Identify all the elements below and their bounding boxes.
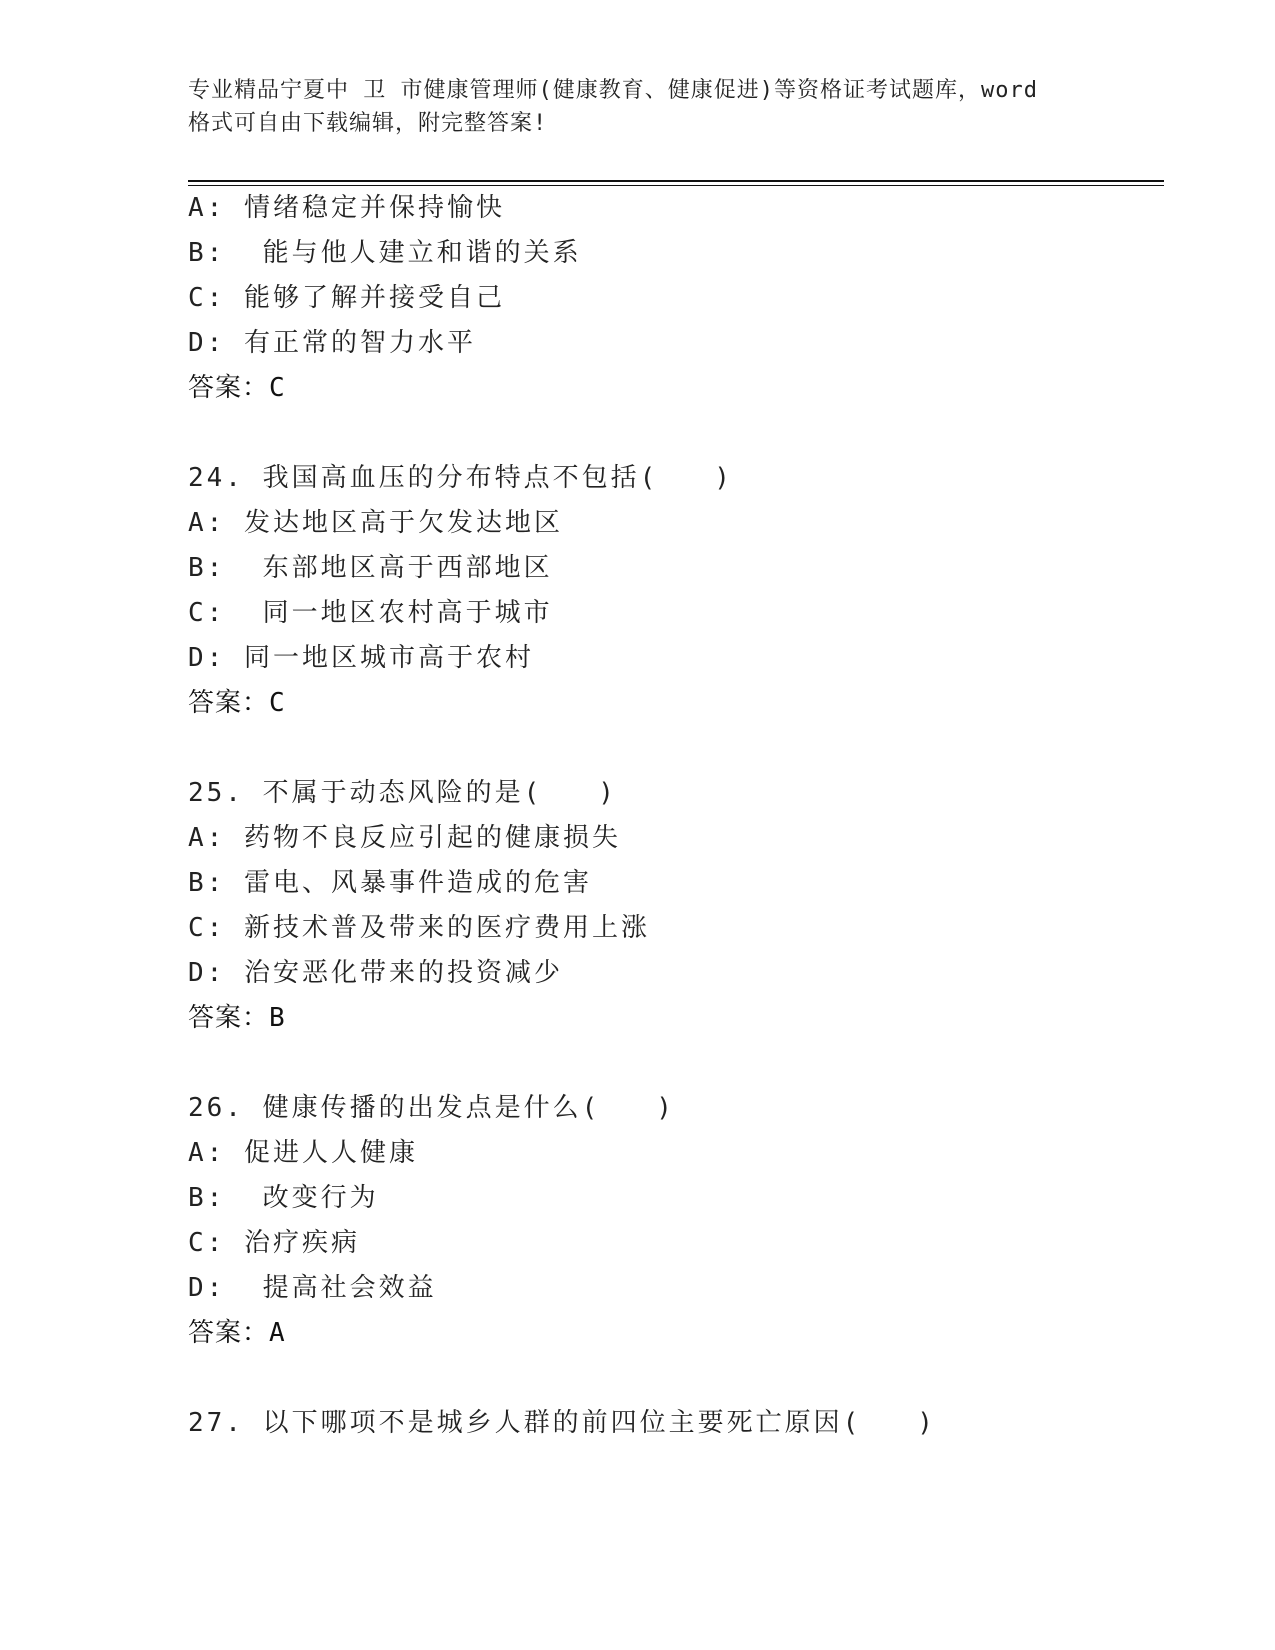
answer-label: 答案：: [188, 688, 270, 718]
answer-label: 答案：: [188, 1003, 270, 1033]
q26-option-a: A: 促进人人健康: [188, 1138, 418, 1168]
q24-question: 24. 我国高血压的分布特点不包括( ): [188, 463, 733, 493]
document-header: [188, 74, 1088, 140]
answer-label: 答案：: [188, 373, 270, 403]
answer-label: 答案：: [188, 1318, 270, 1348]
q27-question: 27. 以下哪项不是城乡人群的前四位主要死亡原因( ): [188, 1408, 936, 1438]
q26-option-c: C: 治疗疾病: [188, 1228, 360, 1258]
q25-option-c: C: 新技术普及带来的医疗费用上涨: [188, 913, 650, 943]
q24-option-c: C: 同一地区农村高于城市: [188, 598, 553, 628]
q25-option-d: D: 治安恶化带来的投资减少: [188, 958, 563, 988]
q26-option-d: D: 提高社会效益: [188, 1273, 437, 1303]
header-divider-thick: [188, 180, 1164, 182]
q24-option-b: B: 东部地区高于西部地区: [188, 553, 553, 583]
q24-option-d: D: 同一地区城市高于农村: [188, 643, 534, 673]
q23-option-c: C: 能够了解并接受自己: [188, 283, 505, 313]
q26-option-b: B: 改变行为: [188, 1183, 379, 1213]
header-line-2: 格式可自由下载编辑，附完整答案!: [188, 111, 548, 136]
header-divider-thin: [188, 185, 1164, 186]
q25-option-a: A: 药物不良反应引起的健康损失: [188, 823, 621, 853]
q25-option-b: B: 雷电、风暴事件造成的危害: [188, 868, 592, 898]
q26-question: 26. 健康传播的出发点是什么( ): [188, 1093, 675, 1123]
answer-value: A: [269, 1318, 286, 1348]
answer-value: C: [269, 688, 286, 718]
q24-answer: [188, 686, 286, 720]
q23-answer: [188, 371, 286, 405]
q24-option-a: A: 发达地区高于欠发达地区: [188, 508, 563, 538]
answer-value: C: [269, 373, 286, 403]
q23-option-d: D: 有正常的智力水平: [188, 328, 476, 358]
q25-answer: [188, 1001, 286, 1035]
answer-value: B: [269, 1003, 286, 1033]
header-line-1: 专业精品宁夏中 卫 市健康管理师(健康教育、健康促进)等资格证考试题库，word: [188, 78, 1038, 103]
q25-question: 25. 不属于动态风险的是( ): [188, 778, 617, 808]
q23-option-b: B: 能与他人建立和谐的关系: [188, 238, 582, 268]
q23-option-a: A: 情绪稳定并保持愉快: [188, 193, 505, 223]
q26-answer: [188, 1316, 286, 1350]
